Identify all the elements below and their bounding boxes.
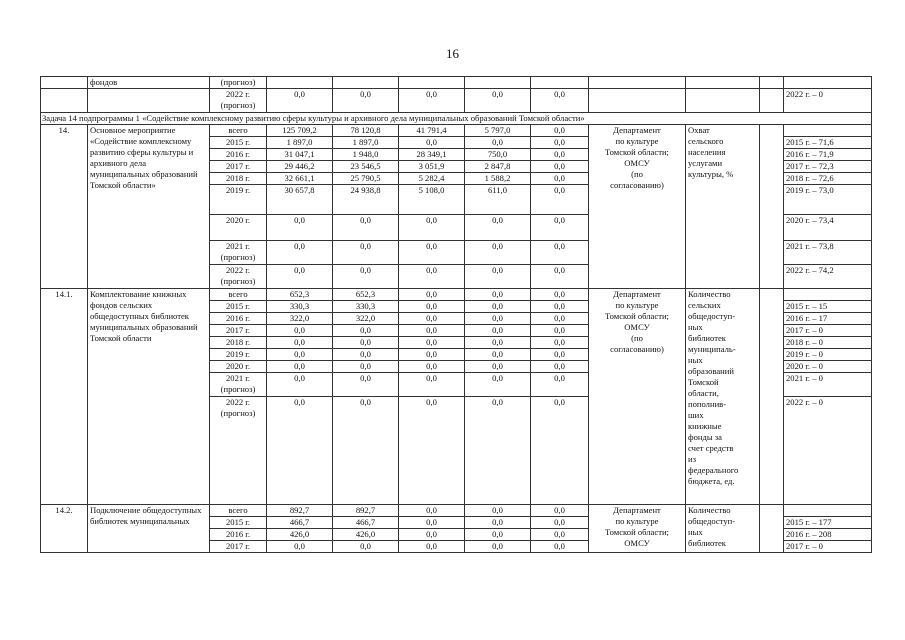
extrabudget-cell: 0,0 (531, 301, 589, 313)
activity-name-cell: фондов (88, 77, 210, 89)
activity-name-cell: Основное мероприятие «Содействие комплексному развитию сферы культуры и архивного дела муниципальных образований Томской области» (88, 125, 210, 289)
extrabudget-cell (531, 77, 589, 89)
extrabudget-cell: 0,0 (531, 185, 589, 215)
regional-budget-cell: 0,0 (399, 89, 465, 113)
year-cell: 2015 г. (210, 301, 267, 313)
year-cell: 2017 г. (210, 541, 267, 553)
municipal-budget-cell: 0,0 (465, 265, 531, 289)
total-cell: 31 047,1 (267, 149, 333, 161)
financing-table (40, 76, 872, 553)
total-cell: 32 661,1 (267, 173, 333, 185)
total-cell: 0,0 (267, 397, 333, 505)
regional-budget-cell: 0,0 (399, 337, 465, 349)
indicator-value-cell: 2022 г. – 0 (784, 89, 872, 113)
blank-cell (760, 289, 784, 505)
federal-budget-cell: 1 897,0 (333, 137, 399, 149)
year-cell: 2016 г. (210, 149, 267, 161)
regional-budget-cell: 0,0 (399, 529, 465, 541)
table-row (41, 125, 872, 137)
table-row (41, 505, 872, 517)
total-cell: 322,0 (267, 313, 333, 325)
indicator-value-cell: 2022 г. – 0 (784, 397, 872, 505)
total-cell: 0,0 (267, 361, 333, 373)
page-number: 16 (446, 46, 459, 61)
year-cell: 2018 г. (210, 337, 267, 349)
municipal-budget-cell: 0,0 (465, 301, 531, 313)
federal-budget-cell: 0,0 (333, 215, 399, 241)
municipal-budget-cell: 0,0 (465, 517, 531, 529)
regional-budget-cell: 0,0 (399, 301, 465, 313)
year-cell: 2020 г. (210, 215, 267, 241)
federal-budget-cell: 322,0 (333, 313, 399, 325)
extrabudget-cell: 0,0 (531, 373, 589, 397)
municipal-budget-cell: 0,0 (465, 505, 531, 517)
indicator-value-cell: 2015 г. – 15 (784, 301, 872, 313)
extrabudget-cell: 0,0 (531, 313, 589, 325)
regional-budget-cell: 0,0 (399, 265, 465, 289)
indicator-value-cell (784, 289, 872, 301)
federal-budget-cell: 23 546,5 (333, 161, 399, 173)
indicator-value-cell (784, 125, 872, 137)
year-cell: 2017 г. (210, 325, 267, 337)
municipal-budget-cell: 0,0 (465, 361, 531, 373)
federal-budget-cell (333, 77, 399, 89)
regional-budget-cell: 3 051,9 (399, 161, 465, 173)
extrabudget-cell: 0,0 (531, 529, 589, 541)
indicator-value-cell: 2019 г. – 0 (784, 349, 872, 361)
total-cell: 0,0 (267, 89, 333, 113)
year-cell: 2022 г. (прогноз) (210, 265, 267, 289)
indicator-value-cell (784, 77, 872, 89)
federal-budget-cell: 0,0 (333, 325, 399, 337)
regional-budget-cell: 0,0 (399, 397, 465, 505)
federal-budget-cell: 0,0 (333, 349, 399, 361)
total-cell: 0,0 (267, 349, 333, 361)
activity-name-cell (88, 89, 210, 113)
year-cell: 2015 г. (210, 137, 267, 149)
federal-budget-cell: 1 948,0 (333, 149, 399, 161)
executor-cell: Департамент по культуре Томской области; ОМСУ (589, 505, 686, 553)
total-cell: 466,7 (267, 517, 333, 529)
extrabudget-cell: 0,0 (531, 125, 589, 137)
row-number-cell (41, 77, 88, 89)
table-row (41, 89, 872, 113)
year-cell: 2021 г. (прогноз) (210, 373, 267, 397)
year-cell: всего (210, 125, 267, 137)
total-cell: 0,0 (267, 541, 333, 553)
indicator-value-cell: 2018 г. – 72,6 (784, 173, 872, 185)
municipal-budget-cell: 750,0 (465, 149, 531, 161)
indicator-value-cell: 2019 г. – 73,0 (784, 185, 872, 215)
blank-cell (760, 125, 784, 289)
extrabudget-cell: 0,0 (531, 541, 589, 553)
total-cell: 30 657,8 (267, 185, 333, 215)
indicator-value-cell: 2015 г. – 177 (784, 517, 872, 529)
municipal-budget-cell: 0,0 (465, 241, 531, 265)
indicator-value-cell: 2018 г. – 0 (784, 337, 872, 349)
blank-cell (760, 77, 784, 89)
total-cell: 125 709,2 (267, 125, 333, 137)
federal-budget-cell: 78 120,8 (333, 125, 399, 137)
extrabudget-cell: 0,0 (531, 241, 589, 265)
municipal-budget-cell: 0,0 (465, 89, 531, 113)
regional-budget-cell: 28 349,1 (399, 149, 465, 161)
extrabudget-cell: 0,0 (531, 173, 589, 185)
extrabudget-cell: 0,0 (531, 137, 589, 149)
year-cell: 2016 г. (210, 529, 267, 541)
row-number-cell (41, 89, 88, 113)
federal-budget-cell: 0,0 (333, 265, 399, 289)
regional-budget-cell: 0,0 (399, 241, 465, 265)
extrabudget-cell: 0,0 (531, 349, 589, 361)
extrabudget-cell: 0,0 (531, 89, 589, 113)
year-cell: 2015 г. (210, 517, 267, 529)
year-cell: всего (210, 289, 267, 301)
federal-budget-cell: 892,7 (333, 505, 399, 517)
indicator-value-cell: 2016 г. – 71,9 (784, 149, 872, 161)
table-row (41, 77, 872, 89)
municipal-budget-cell: 0,0 (465, 529, 531, 541)
total-cell: 29 446,2 (267, 161, 333, 173)
municipal-budget-cell: 0,0 (465, 373, 531, 397)
regional-budget-cell: 0,0 (399, 325, 465, 337)
task-heading: Задача 14 подпрограммы 1 «Содействие комплексному развитию сферы культуры и архивного дела муниципальных образований Томской области» (41, 113, 872, 125)
total-cell: 330,3 (267, 301, 333, 313)
table-row (41, 289, 872, 301)
total-cell: 426,0 (267, 529, 333, 541)
total-cell (267, 77, 333, 89)
regional-budget-cell: 0,0 (399, 215, 465, 241)
indicator-name-cell: Количество общедоступ- ных библиотек (686, 505, 760, 553)
indicator-value-cell: 2021 г. – 0 (784, 373, 872, 397)
municipal-budget-cell (465, 77, 531, 89)
federal-budget-cell: 0,0 (333, 241, 399, 265)
regional-budget-cell (399, 77, 465, 89)
municipal-budget-cell: 0,0 (465, 349, 531, 361)
indicator-name-cell (686, 77, 760, 89)
row-number-cell: 14.1. (41, 289, 88, 505)
indicator-value-cell: 2022 г. – 74,2 (784, 265, 872, 289)
indicator-value-cell: 2021 г. – 73,8 (784, 241, 872, 265)
regional-budget-cell: 0,0 (399, 373, 465, 397)
indicator-value-cell: 2017 г. – 72,3 (784, 161, 872, 173)
extrabudget-cell: 0,0 (531, 149, 589, 161)
indicator-value-cell (784, 505, 872, 517)
row-number-cell: 14.2. (41, 505, 88, 553)
year-cell: 2016 г. (210, 313, 267, 325)
indicator-value-cell: 2017 г. – 0 (784, 325, 872, 337)
year-cell: 2020 г. (210, 361, 267, 373)
extrabudget-cell: 0,0 (531, 325, 589, 337)
municipal-budget-cell: 0,0 (465, 137, 531, 149)
indicator-value-cell: 2020 г. – 0 (784, 361, 872, 373)
extrabudget-cell: 0,0 (531, 289, 589, 301)
year-cell: 2021 г. (прогноз) (210, 241, 267, 265)
federal-budget-cell: 652,3 (333, 289, 399, 301)
executor-cell (589, 77, 686, 89)
total-cell: 0,0 (267, 325, 333, 337)
executor-cell (589, 89, 686, 113)
federal-budget-cell: 0,0 (333, 373, 399, 397)
year-cell: 2017 г. (210, 161, 267, 173)
year-cell: 2019 г. (210, 185, 267, 215)
activity-name-cell: Подключение общедоступных библиотек муниципальных (88, 505, 210, 553)
regional-budget-cell: 0,0 (399, 505, 465, 517)
regional-budget-cell: 0,0 (399, 541, 465, 553)
extrabudget-cell: 0,0 (531, 505, 589, 517)
regional-budget-cell: 0,0 (399, 289, 465, 301)
total-cell: 0,0 (267, 265, 333, 289)
blank-cell (760, 505, 784, 553)
municipal-budget-cell: 0,0 (465, 541, 531, 553)
indicator-value-cell: 2020 г. – 73,4 (784, 215, 872, 241)
blank-cell (760, 89, 784, 113)
federal-budget-cell: 0,0 (333, 337, 399, 349)
year-cell: (прогноз) (210, 77, 267, 89)
year-cell: 2022 г. (прогноз) (210, 89, 267, 113)
extrabudget-cell: 0,0 (531, 265, 589, 289)
indicator-value-cell: 2015 г. – 71,6 (784, 137, 872, 149)
federal-budget-cell: 466,7 (333, 517, 399, 529)
extrabudget-cell: 0,0 (531, 397, 589, 505)
regional-budget-cell: 41 791,4 (399, 125, 465, 137)
federal-budget-cell: 330,3 (333, 301, 399, 313)
municipal-budget-cell: 0,0 (465, 215, 531, 241)
indicator-value-cell: 2017 г. – 0 (784, 541, 872, 553)
municipal-budget-cell: 0,0 (465, 325, 531, 337)
extrabudget-cell: 0,0 (531, 517, 589, 529)
municipal-budget-cell: 1 588,2 (465, 173, 531, 185)
executor-cell: Департамент по культуре Томской области; ОМСУ (по согласованию) (589, 125, 686, 289)
year-cell: 2019 г. (210, 349, 267, 361)
year-cell: всего (210, 505, 267, 517)
total-cell: 892,7 (267, 505, 333, 517)
municipal-budget-cell: 0,0 (465, 313, 531, 325)
regional-budget-cell: 0,0 (399, 361, 465, 373)
total-cell: 0,0 (267, 337, 333, 349)
indicator-name-cell: Охват сельского населения услугами культуры, % (686, 125, 760, 289)
extrabudget-cell: 0,0 (531, 337, 589, 349)
federal-budget-cell: 0,0 (333, 361, 399, 373)
total-cell: 0,0 (267, 215, 333, 241)
total-cell: 652,3 (267, 289, 333, 301)
year-cell: 2022 г. (прогноз) (210, 397, 267, 505)
municipal-budget-cell: 611,0 (465, 185, 531, 215)
regional-budget-cell: 5 282,4 (399, 173, 465, 185)
municipal-budget-cell: 0,0 (465, 397, 531, 505)
municipal-budget-cell: 0,0 (465, 289, 531, 301)
regional-budget-cell: 0,0 (399, 517, 465, 529)
row-number-cell: 14. (41, 125, 88, 289)
regional-budget-cell: 5 108,0 (399, 185, 465, 215)
federal-budget-cell: 25 790,5 (333, 173, 399, 185)
federal-budget-cell: 24 938,8 (333, 185, 399, 215)
extrabudget-cell: 0,0 (531, 361, 589, 373)
federal-budget-cell: 0,0 (333, 397, 399, 505)
municipal-budget-cell: 5 797,0 (465, 125, 531, 137)
extrabudget-cell: 0,0 (531, 161, 589, 173)
federal-budget-cell: 426,0 (333, 529, 399, 541)
year-cell: 2018 г. (210, 173, 267, 185)
municipal-budget-cell: 2 847,8 (465, 161, 531, 173)
indicator-name-cell: Количество сельских общедоступ- ных библиотек муниципаль- ных образований Томской области, пополнив- ших книжные фонды за счет средств из федерального бюджета, ед. (686, 289, 760, 505)
activity-name-cell: Комплектование книжных фондов сельских общедоступных библиотек муниципальных образований Томской области (88, 289, 210, 505)
extrabudget-cell: 0,0 (531, 215, 589, 241)
federal-budget-cell: 0,0 (333, 541, 399, 553)
total-cell: 1 897,0 (267, 137, 333, 149)
indicator-value-cell: 2016 г. – 17 (784, 313, 872, 325)
executor-cell: Департамент по культуре Томской области; ОМСУ (по согласованию) (589, 289, 686, 505)
regional-budget-cell: 0,0 (399, 313, 465, 325)
federal-budget-cell: 0,0 (333, 89, 399, 113)
regional-budget-cell: 0,0 (399, 349, 465, 361)
regional-budget-cell: 0,0 (399, 137, 465, 149)
total-cell: 0,0 (267, 373, 333, 397)
indicator-value-cell: 2016 г. – 208 (784, 529, 872, 541)
task-row (41, 113, 872, 125)
municipal-budget-cell: 0,0 (465, 337, 531, 349)
total-cell: 0,0 (267, 241, 333, 265)
indicator-name-cell (686, 89, 760, 113)
